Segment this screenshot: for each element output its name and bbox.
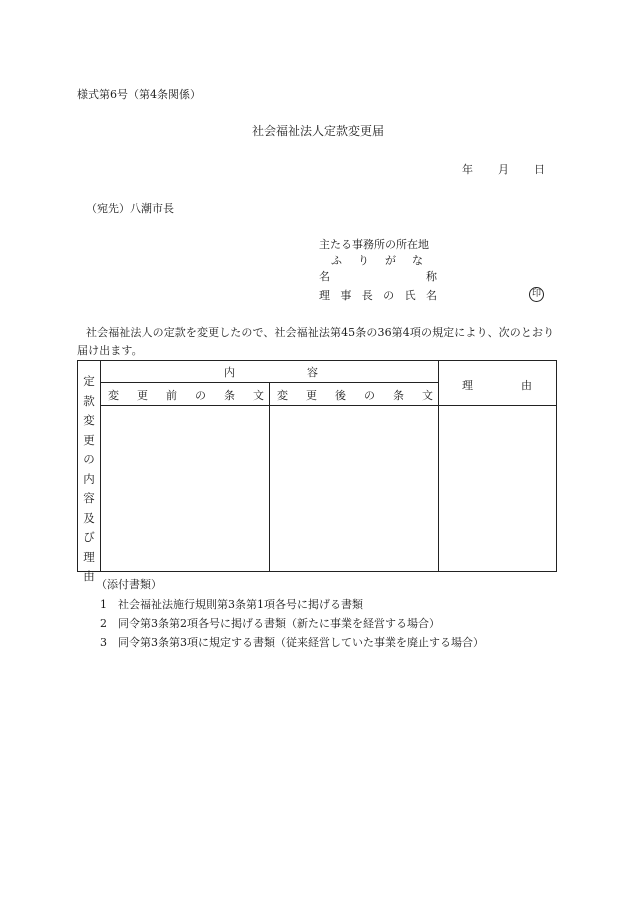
name-label [319, 268, 437, 284]
name-label-char: 名 [319, 270, 330, 283]
attachment-number: 3 [100, 636, 107, 649]
before-header-char: 条 [224, 389, 235, 402]
attachment-number: 2 [100, 617, 107, 630]
date-day-label: 日 [534, 163, 545, 176]
reason-header-char: 理 [462, 379, 473, 392]
body-paragraph: 社会福祉法人の定款を変更したので、社会福祉法第45条の36第4項の規定により、次のとおり届け出ます。 [77, 326, 555, 357]
before-header-char: 変 [108, 389, 119, 402]
after-header-char: 後 [335, 389, 346, 402]
attachment-item [100, 615, 440, 631]
after-header-char: 文 [422, 389, 433, 402]
form-number: 様式第6号（第4条関係） [77, 88, 201, 101]
row-header: 定款変更の内容及び理由 [83, 374, 95, 583]
furigana-char: が [385, 254, 396, 267]
furigana-char: り [358, 254, 369, 267]
representative-char: の [383, 289, 395, 302]
reason-header-char: 由 [521, 379, 532, 392]
table-divider [100, 360, 101, 572]
addressee: （宛先）八潮市長 [86, 202, 174, 215]
attachments-heading: （添付書類） [96, 578, 162, 591]
representative-char: 理 [319, 289, 330, 302]
seal-mark: 印 [529, 287, 544, 302]
representative-char: 氏 [404, 289, 416, 302]
before-header-char: 文 [253, 389, 264, 402]
after-header [277, 387, 433, 403]
attachment-text: 社会福祉法施行規則第3条第1項各号に掲げる書類 [118, 598, 363, 611]
after-header-char: 条 [393, 389, 404, 402]
furigana-char: な [412, 254, 423, 267]
table-divider [100, 382, 438, 383]
reason-header [462, 377, 532, 393]
attachment-item [100, 596, 363, 612]
content-header-char: 容 [307, 366, 318, 379]
after-header-char: 更 [306, 389, 317, 402]
document-title: 社会福祉法人定款変更届 [252, 124, 385, 138]
before-header [108, 387, 264, 403]
name-label-char: 称 [426, 270, 437, 283]
representative-char: 事 [340, 289, 352, 302]
furigana-char: ふ [331, 254, 342, 267]
before-header-char: 更 [137, 389, 148, 402]
attachment-text: 同令第3条第3項に規定する書類（従来経営していた事業を廃止する場合） [118, 636, 484, 649]
representative-label [319, 287, 437, 303]
address-label: 主たる事務所の所在地 [319, 238, 429, 251]
representative-char: 長 [361, 289, 373, 302]
representative-char: 名 [425, 289, 437, 302]
before-header-char: の [195, 389, 206, 402]
attachment-number: 1 [100, 598, 107, 611]
table-divider [100, 405, 557, 406]
content-header-char: 内 [224, 366, 235, 379]
content-header [224, 364, 318, 380]
before-header-char: 前 [166, 389, 177, 402]
after-header-char: 変 [277, 389, 288, 402]
attachment-item [100, 634, 484, 650]
date-year-label: 年 [462, 163, 473, 176]
attachment-text: 同令第3条第2項各号に掲げる書類（新たに事業を経営する場合） [118, 617, 440, 630]
date-month-label: 月 [498, 163, 509, 176]
table-divider [269, 382, 270, 572]
furigana-label [331, 252, 423, 268]
table-divider [438, 360, 439, 572]
after-header-char: の [364, 389, 375, 402]
